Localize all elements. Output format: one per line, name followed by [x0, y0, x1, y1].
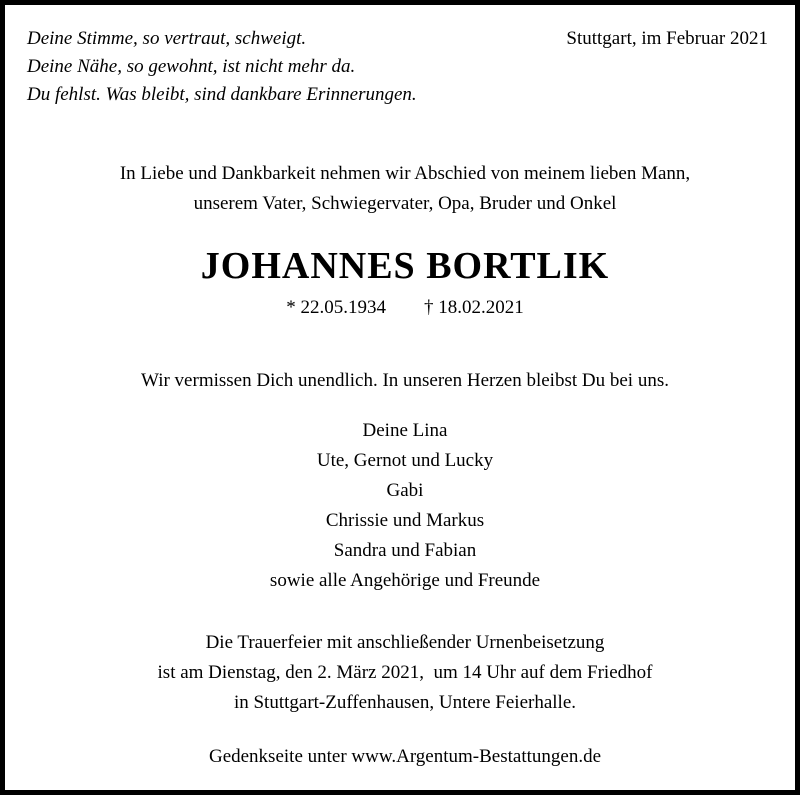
service-line: ist am Dienstag, den 2. März 2021, um 14 Uhr auf dem Friedhof: [157, 662, 653, 683]
poem-line: Deine Nähe, so gewohnt, ist nicht mehr da.: [27, 56, 356, 77]
service-info: [5, 628, 800, 718]
poem: [27, 25, 417, 109]
family-member: Sandra und Fabian: [333, 540, 477, 561]
intro-text: [5, 159, 800, 219]
life-dates: [5, 294, 800, 322]
family-member: Gabi: [386, 480, 424, 501]
intro-line: unserem Vater, Schwiegervater, Opa, Bruder und Onkel: [193, 193, 617, 214]
family-member: Chrissie und Markus: [325, 510, 485, 531]
service-line: in Stuttgart-Zuffenhausen, Untere Feierhalle.: [233, 692, 577, 713]
memorial-website: Gedenkseite unter www.Argentum-Bestattungen.de: [208, 746, 602, 767]
birth-date: * 22.05.1934: [286, 297, 386, 318]
death-date: † 18.02.2021: [424, 297, 524, 318]
family-member: sowie alle Angehörige und Freunde: [269, 570, 541, 591]
miss-text: Wir vermissen Dich unendlich. In unseren Herzen bleibst Du bei uns.: [141, 370, 669, 391]
place-date: Stuttgart, im Februar 2021: [566, 28, 768, 49]
poem-line: Du fehlst. Was bleibt, sind dankbare Erinnerungen.: [27, 84, 417, 105]
family-member: Ute, Gernot und Lucky: [316, 450, 494, 471]
deceased-name: JOHANNES BORTLIK: [200, 245, 610, 287]
poem-line: Deine Stimme, so vertraut, schweigt.: [27, 28, 307, 49]
family-list: [5, 416, 800, 596]
family-member: Deine Lina: [362, 420, 448, 441]
intro-line: In Liebe und Dankbarkeit nehmen wir Abschied von meinem lieben Mann,: [119, 163, 691, 184]
service-line: Die Trauerfeier mit anschließender Urnenbeisetzung: [205, 632, 605, 653]
